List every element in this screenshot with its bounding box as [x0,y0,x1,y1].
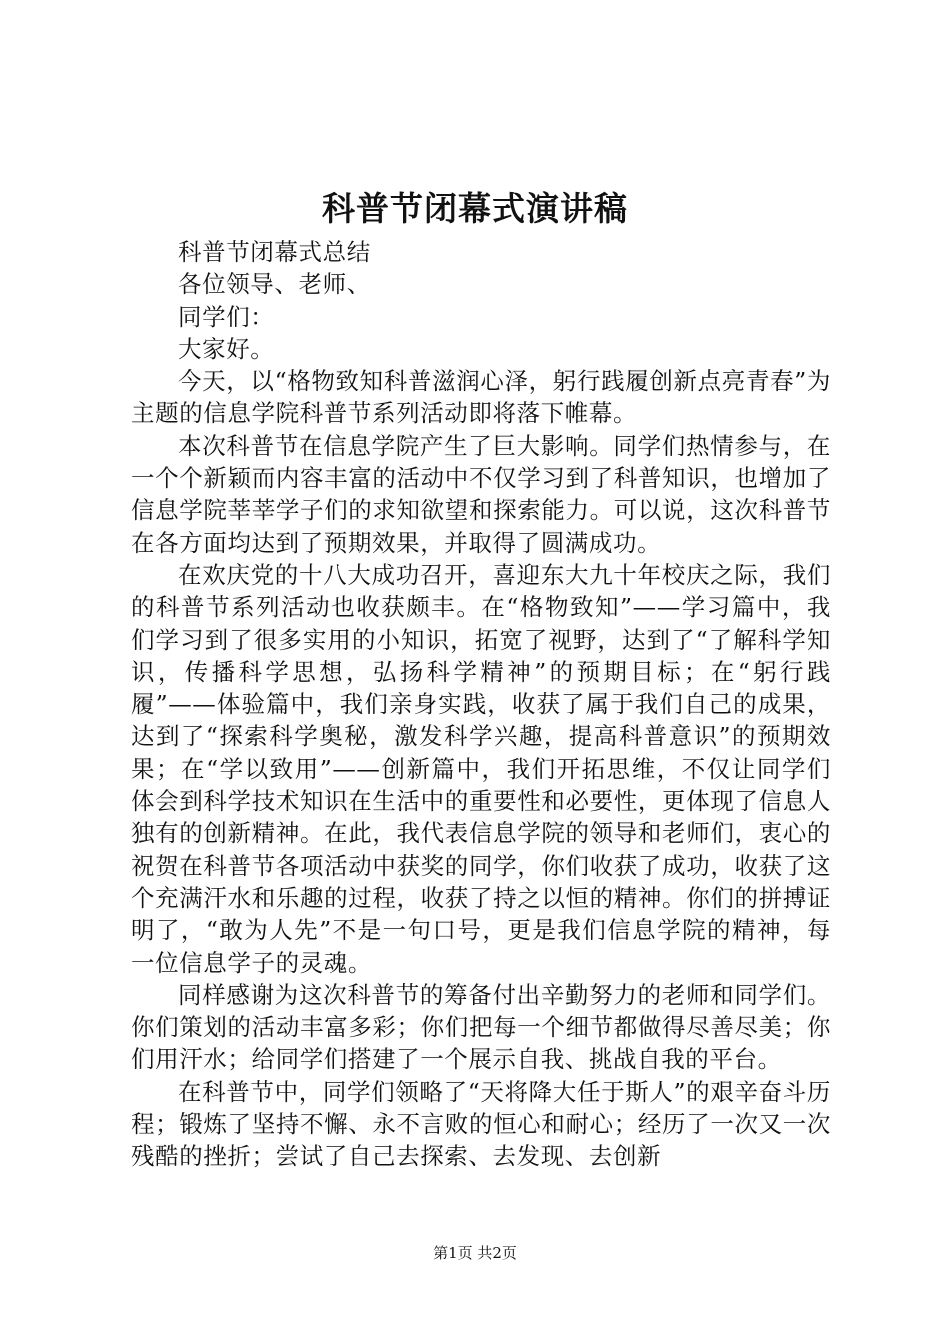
paragraph-heading: 科普节闭幕式总结 [178,238,371,266]
paragraph-thanks: 同样感谢为这次科普节的筹备付出辛勤努力的老师和同学们。你们策划的活动丰富多彩；你们把每一个细节都做得尽善尽美；你们用汗水；给同学们搭建了一个展示自我、挑战自我的平台。 [131,980,831,1074]
paragraph-impact: 本次科普节在信息学院产生了巨大影响。同学们热情参与，在一个个新颖而内容丰富的活动中不仅学习到了科普知识，也增加了信息学院莘莘学子们的求知欲望和探索能力。可以说，这次科普节在各方面均达到了预期效果，并取得了圆满成功。 [131,431,831,557]
paragraph-experience: 在科普节中，同学们领略了“天将降大任于斯人”的艰辛奋斗历程；锻炼了坚持不懈、永不言败的恒心和耐心；经历了一次又一次残酷的挫折；尝试了自己去探索、去发现、去创新 [131,1077,831,1171]
paragraph-salutation-2: 同学们： [178,302,275,331]
paragraph-theme: 今天，以“格物致知科普滋润心泽，躬行践履创新点亮青春”为主题的信息学院科普节系列活动即将落下帷幕。 [131,367,831,428]
paragraph-greeting: 大家好。 [178,334,275,363]
paragraph-achievements: 在欢庆党的十八大成功召开，喜迎东大九十年校庆之际，我们的科普节系列活动也收获颇丰。在“格物致知”——学习篇中，我们学习到了很多实用的小知识，拓宽了视野，达到了“了解科学知识，传播科学思想，弘扬科学精神”的预期目标；在“躬行践履”——体验篇中，我们亲身实践，收获了属于我们自己的成果，达到了“探索科学奥秘，激发科学兴趣，提高科普意识”的预期效果；在“学以致用”——创新篇中，我们开拓思维，不仅让同学们体会到科学技术知识在生活中的重要性和必要性，更体现了信息人独有的创新精神。在此，我代表信息学院的领导和老师们，衷心的祝贺在科普节各项活动中获奖的同学，你们收获了成功，收获了这个充满汗水和乐趣的过程，收获了持之以恒的精神。你们的拼搏证明了，“敢为人先”不是一句口号，更是我们信息学院的精神，每一位信息学子的灵魂。 [131,560,831,977]
document-body [131,236,831,1173]
paragraph-salutation-1: 各位领导、老师、 [178,270,371,299]
page-footer: 第1页 共2页 [433,1244,517,1262]
document-title: 科普节闭幕式演讲稿 [322,189,628,228]
